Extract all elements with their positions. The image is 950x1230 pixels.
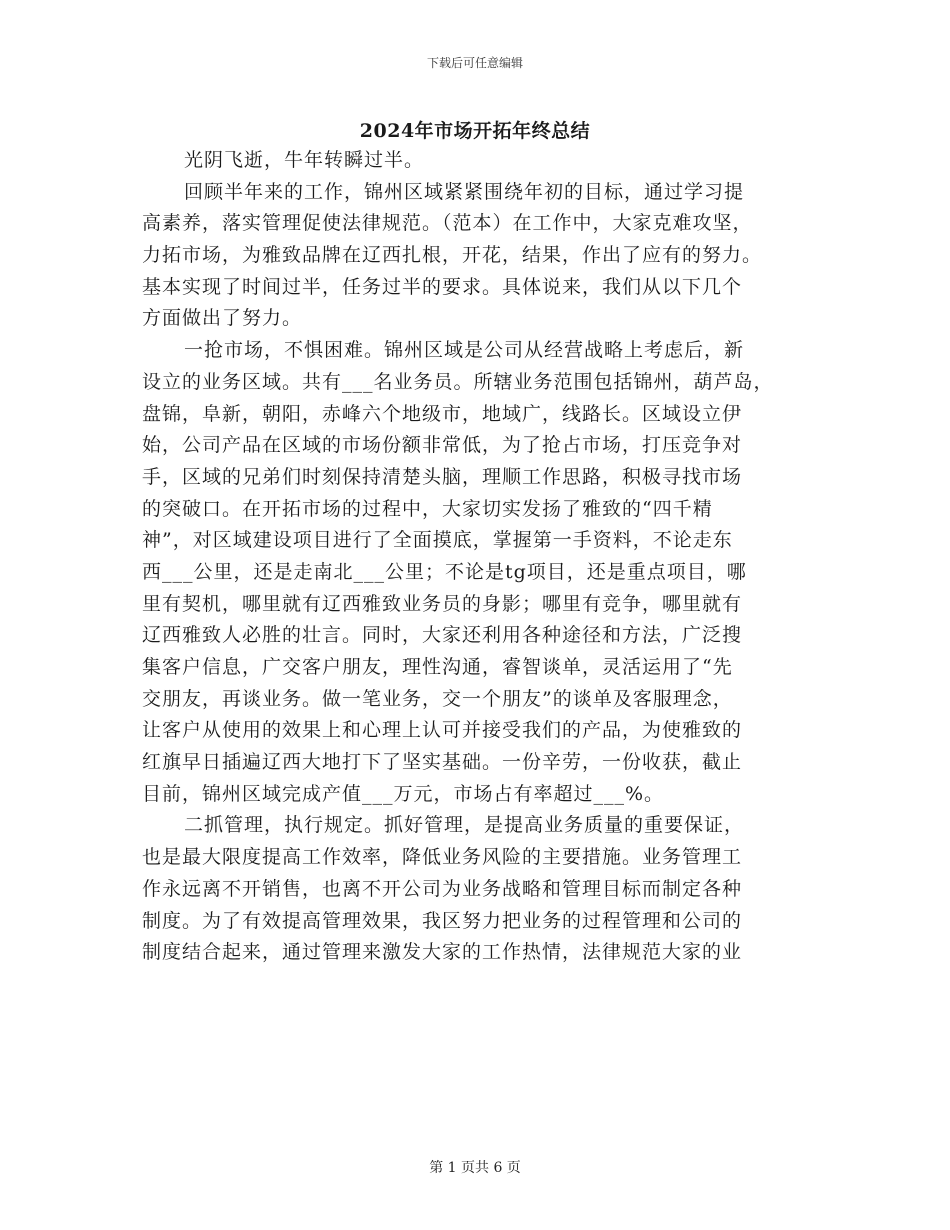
body-line: 里有契机，哪里就有辽西雅致业务员的身影；哪里有竞争，哪里就有 [142,592,743,615]
body-line: 西___公里，还是走南北___公里；不论是tg项目，还是重点项目，哪 [142,560,747,583]
body-line: 力拓市场，为雅致品牌在辽西扎根，开花，结果，作出了应有的努力。 [142,244,763,267]
body-line: 二抓管理，执行规定。抓好管理，是提高业务质量的重要保证， [184,814,745,837]
body-line: 辽西雅致人必胜的壮言。同时，大家还利用各种途径和方法，广泛搜 [142,624,743,647]
page-footer: 第 1 页共 6 页 [429,1160,521,1176]
body-line: 设立的业务区域。共有___名业务员。所辖业务范围包括锦州，葫芦岛， [142,370,774,393]
body-line: 集客户信息，广交客户朋友，理性沟通，睿智谈单，灵活运用了“先 [142,656,733,678]
document-body [142,145,827,969]
body-line: 交朋友，再谈业务。做一笔业务，交一个朋友”的谈单及客服理念， [142,687,733,710]
header-note: 下载后可任意编辑 [426,56,523,70]
body-line: 作永远离不开销售，也离不开公司为业务战略和管理目标而制定各种 [142,877,743,900]
body-line: 的突破口。在开拓市场的过程中，大家切实发扬了雅致的“四千精 [142,497,713,520]
body-line: 基本实现了时间过半，任务过半的要求。具体说来，我们从以下几个 [142,275,743,298]
body-line: 光阴飞逝，牛年转瞬过半。 [184,149,425,171]
body-line: 也是最大限度提高工作效率，降低业务风险的主要措施。业务管理工 [142,846,743,869]
body-line: 手，区域的兄弟们时刻保持清楚头脑，理顺工作思路，积极寻找市场 [142,465,743,488]
body-line: 始，公司产品在区域的市场份额非常低，为了抢占市场，打压竞争对 [142,434,743,457]
body-line: 制度结合起来，通过管理来激发大家的工作热情，法律规范大家的业 [142,941,743,964]
body-line: 回顾半年来的工作，锦州区域紧紧围绕年初的目标，通过学习提 [184,180,745,203]
document-title: 2024年市场开拓年终总结 [359,120,591,142]
body-line: 红旗早日插遍辽西大地打下了坚实基础。一份辛劳，一份收获，截止 [142,751,743,774]
body-line: 盘锦，阜新，朝阳，赤峰六个地级市，地域广，线路长。区域设立伊 [142,402,743,425]
body-line: 目前，锦州区域完成产值___万元，市场占有率超过___%。 [142,782,665,805]
body-line: 神”，对区域建设项目进行了全面摸底，掌握第一手资料，不论走东 [142,529,733,552]
body-line: 制度。为了有效提高管理效果，我区努力把业务的过程管理和公司的 [142,909,743,932]
body-line: 方面做出了努力。 [142,307,303,330]
body-line: 一抢市场，不惧困难。锦州区域是公司从经营战略上考虑后，新 [184,339,745,362]
body-line: 让客户从使用的效果上和心理上认可并接受我们的产品，为使雅致的 [142,719,743,742]
body-line: 高素养，落实管理促使法律规范。（范本）在工作中，大家克难攻坚， [142,212,753,235]
